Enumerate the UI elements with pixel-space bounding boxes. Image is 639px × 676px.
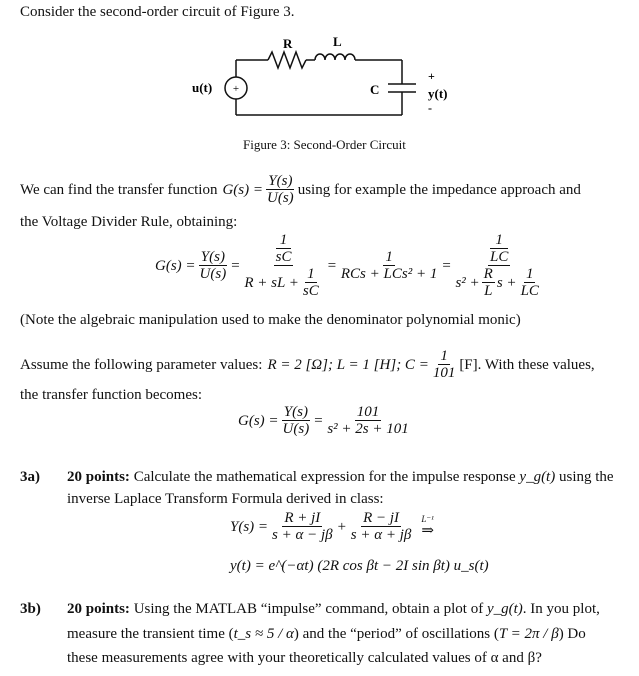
q3b-text2c: ) Do bbox=[558, 626, 586, 642]
eq-sc-b: sC bbox=[302, 283, 319, 299]
q3b-yg: y_g(t) bbox=[486, 601, 523, 617]
linv-label: L⁻¹ bbox=[421, 514, 434, 524]
ft-ys: Y(s) bbox=[283, 404, 308, 420]
eq-us: U(s) bbox=[199, 266, 227, 282]
eq-splus: s + bbox=[496, 274, 517, 291]
output-minus: - bbox=[428, 101, 432, 115]
q3b-text3: these measurements agree with your theoretically calculated values of α and β? bbox=[67, 650, 542, 666]
eq-ys: Y(s) bbox=[200, 249, 225, 265]
arrow-icon: ⇒ bbox=[421, 523, 434, 539]
impulse-ys-equation bbox=[230, 510, 434, 543]
eq-one-a: 1 bbox=[279, 232, 288, 248]
source-plus: + bbox=[232, 83, 240, 95]
final-transfer-function bbox=[238, 404, 413, 437]
ft-eq: = bbox=[313, 412, 324, 429]
q3a-text1b: using the bbox=[558, 469, 614, 485]
resistor-label: R bbox=[283, 36, 293, 51]
q3a-line1 bbox=[67, 468, 614, 486]
figure-caption: Figure 3: Second-Order Circuit bbox=[243, 137, 406, 152]
inductor-label: L bbox=[333, 34, 342, 49]
eq-one-d: 1 bbox=[495, 232, 503, 248]
den-b: s + α + jβ bbox=[350, 527, 412, 543]
circuit-diagram bbox=[190, 30, 450, 135]
q3b-text2b: ) and the “period” of oscillations ( bbox=[293, 626, 499, 642]
transfer-function-equation bbox=[155, 232, 547, 299]
para2-vals: R = 2 [Ω]; L = 1 [H]; C = bbox=[267, 356, 429, 373]
output-label: y(t) bbox=[428, 86, 448, 101]
eq-r: R bbox=[483, 266, 493, 282]
eq-lc-a: LC bbox=[490, 249, 509, 265]
ys-plus: + bbox=[336, 518, 347, 535]
ft-num: 101 bbox=[356, 404, 380, 420]
para1-b: using for example the impedance approach and bbox=[297, 181, 581, 198]
output-plus: + bbox=[428, 69, 435, 83]
inductor-icon bbox=[315, 54, 355, 60]
num-a: R + jI bbox=[284, 510, 321, 526]
para1-a: We can find the transfer function bbox=[20, 181, 218, 198]
q3b-label: 3b) bbox=[20, 601, 41, 617]
q3b-points: 20 points: bbox=[67, 601, 130, 617]
eq-den2: RCs + LCs² + 1 bbox=[340, 266, 438, 282]
source-label: u(t) bbox=[192, 80, 213, 95]
q3b-ts: t_s ≈ 5 / α bbox=[233, 626, 294, 642]
q3b-text1b: . In you plot, bbox=[522, 601, 600, 617]
q3b-text2a: measure the transient time ( bbox=[67, 626, 234, 642]
impulse-yt-equation: y(t) = e^(−αt) (2R cos βt − 2I sin βt) u_s(t) bbox=[230, 558, 489, 574]
paragraph-transfer bbox=[20, 173, 581, 206]
para2-b: the transfer function becomes: bbox=[20, 387, 203, 403]
eq-sign-3: = bbox=[441, 257, 452, 274]
eq-one-c: 1 bbox=[385, 249, 393, 265]
eq-lc-b: LC bbox=[520, 283, 539, 299]
eq-gs: G(s) = bbox=[155, 257, 196, 274]
para2-a: Assume the following parameter values: bbox=[20, 356, 263, 373]
c-den: 101 bbox=[432, 365, 456, 381]
eq-one-e: 1 bbox=[525, 266, 534, 282]
resistor-icon bbox=[268, 52, 306, 68]
capacitor-label: C bbox=[370, 82, 380, 97]
para1-c: the Voltage Divider Rule, obtaining: bbox=[20, 214, 238, 230]
ft-us: U(s) bbox=[282, 421, 310, 437]
intro-text: Consider the second-order circuit of Figure 3. bbox=[20, 4, 295, 20]
para2-unit: [F]. With these values, bbox=[459, 356, 595, 373]
c-num: 1 bbox=[440, 348, 448, 364]
ft-gs: G(s) = bbox=[238, 412, 279, 429]
ft-den: s² + 2s + 101 bbox=[327, 421, 409, 437]
q3a-yg: y_g(t) bbox=[519, 469, 556, 485]
eq-rsl: R + sL + bbox=[244, 274, 299, 291]
q3a-text1: Calculate the mathematical expression for the impulse response bbox=[133, 469, 516, 485]
us-den: U(s) bbox=[267, 190, 294, 206]
gs-symbol: G(s) = bbox=[222, 181, 264, 198]
q3b-line1 bbox=[67, 600, 600, 618]
eq-sign-2: = bbox=[326, 257, 337, 274]
paragraph-params bbox=[20, 348, 595, 381]
eq-sign-1: = bbox=[230, 257, 241, 274]
eq-l: L bbox=[484, 283, 493, 299]
eq-sc-a: sC bbox=[275, 249, 292, 265]
eq-one-b: 1 bbox=[307, 266, 315, 282]
num-b: R − jI bbox=[363, 510, 400, 526]
ys-eq: Y(s) = bbox=[230, 518, 269, 535]
q3a-points: 20 points: bbox=[67, 469, 130, 485]
den-a: s + α − jβ bbox=[272, 527, 333, 543]
eq-s2: s² + bbox=[455, 274, 480, 291]
ys-num: Y(s) bbox=[268, 173, 293, 189]
q3b-T: T = 2π / β bbox=[498, 626, 559, 642]
note-text: (Note the algebraic manipulation used to make the denominator polynomial monic) bbox=[20, 312, 521, 328]
q3a-text2: inverse Laplace Transform Formula derived in class: bbox=[67, 491, 384, 507]
q3a-label: 3a) bbox=[20, 469, 40, 485]
q3b-line2 bbox=[67, 625, 586, 643]
q3b-text1: Using the MATLAB “impulse” command, obtain a plot of bbox=[133, 601, 484, 617]
